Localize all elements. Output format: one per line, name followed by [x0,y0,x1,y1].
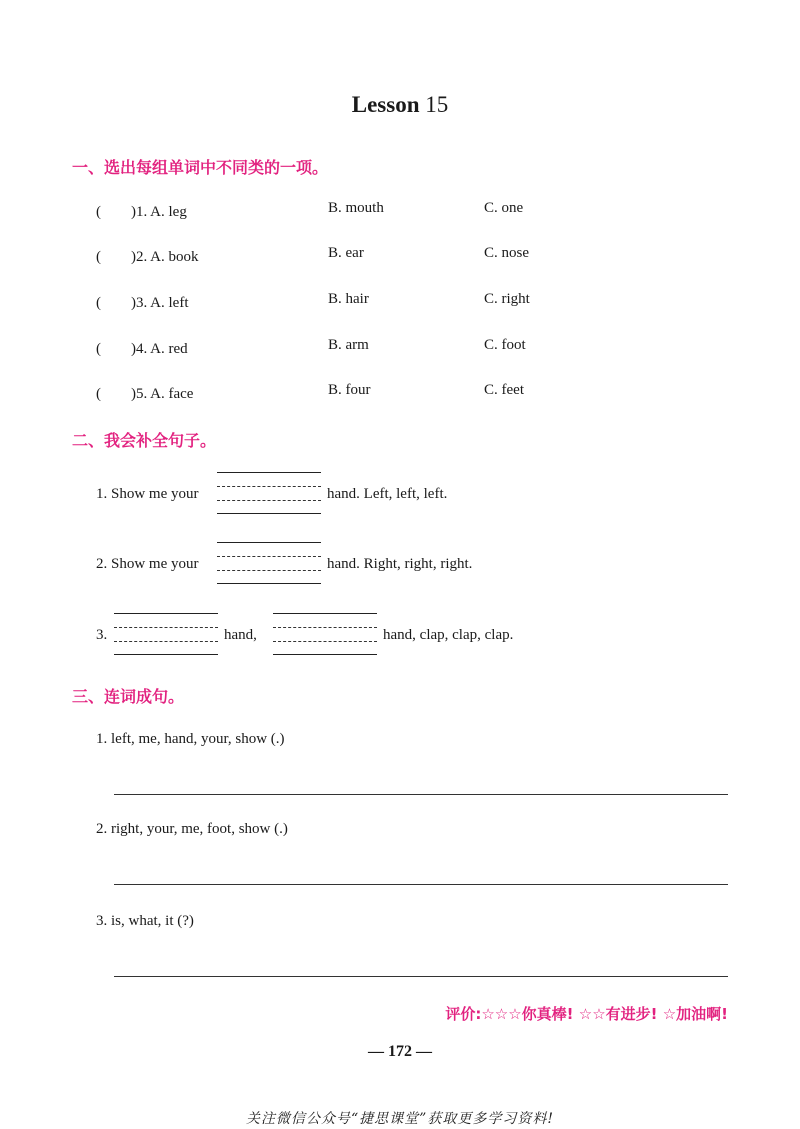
s2-sentence3-prefix: 3. [96,627,108,643]
s2-sentence3-writing-lines-2[interactable] [273,613,377,655]
s2-sentence2-writing-lines[interactable] [217,542,321,584]
page-number: — 172 — [368,1043,432,1060]
s2-sentence3-writing-lines-1[interactable] [114,613,218,655]
s1-item1-b: B. mouth [328,200,384,216]
s2-sentence2-prefix: 2. Show me your [96,556,199,572]
s3-answer-line-3[interactable] [114,976,728,977]
s3-answer-line-1[interactable] [114,794,728,795]
title-word: Lesson [351,92,420,117]
s1-item5-a: ( )5. A. face [96,386,194,402]
s1-item1-c: C. one [484,200,524,216]
s1-item3-b: B. hair [328,291,369,307]
s3-answer-line-2[interactable] [114,884,728,885]
page-title [0,92,800,118]
s1-item1-a: ( )1. A. leg [96,204,187,220]
section1-heading: 一、选出每组单词中不同类的一项。 [72,158,329,177]
s3-item1: 1. left, me, hand, your, show (.) [96,731,285,747]
s2-sentence2-suffix: hand. Right, right, right. [327,556,473,572]
s1-item2-a: ( )2. A. book [96,249,199,265]
s1-item4-c: C. foot [484,337,526,353]
s2-sentence1-prefix: 1. Show me your [96,486,199,502]
section2-heading: 二、我会补全句子。 [72,431,217,450]
s2-sentence3-suffix: hand, clap, clap, clap. [383,627,514,643]
evaluation-stars: 评价:☆☆☆你真棒! ☆☆有进步! ☆加油啊! [445,1005,728,1023]
s1-item5-c: C. feet [484,382,524,398]
s1-item3-c: C. right [484,291,530,307]
s1-item3-a: ( )3. A. left [96,295,189,311]
s1-item2-c: C. nose [484,245,529,261]
section3-heading: 三、连词成句。 [72,687,185,706]
s2-sentence1-writing-lines[interactable] [217,472,321,514]
s2-sentence3-mid: hand, [224,627,257,643]
s1-item2-b: B. ear [328,245,364,261]
s1-item4-b: B. arm [328,337,369,353]
s1-item5-b: B. four [328,382,371,398]
s3-item3: 3. is, what, it (?) [96,913,194,929]
footer-note: 关注微信公众号“捷思课堂”获取更多学习资料! [246,1111,554,1127]
s1-item4-a: ( )4. A. red [96,341,188,357]
title-number: 15 [425,92,449,117]
s3-item2: 2. right, your, me, foot, show (.) [96,821,288,837]
s2-sentence1-suffix: hand. Left, left, left. [327,486,448,502]
